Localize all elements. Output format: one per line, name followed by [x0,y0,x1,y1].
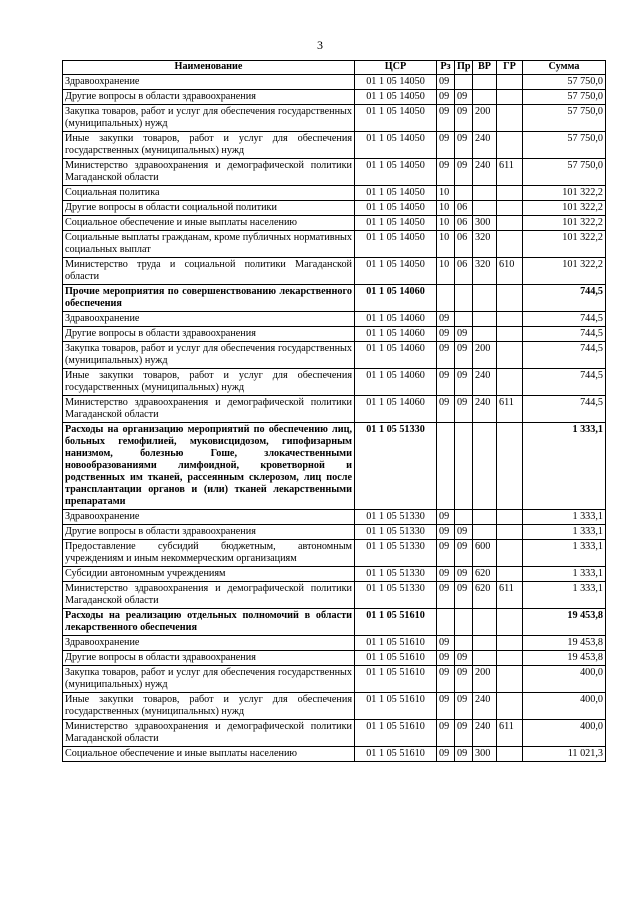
table-row [63,651,606,666]
cell-csr: 01 1 05 14050 [355,90,437,105]
cell-vr: 620 [473,582,497,609]
cell-sum: 101 322,2 [523,231,606,258]
table-row [63,525,606,540]
cell-name: Иные закупки товаров, работ и услуг для обеспечения государственных (муниципальных) нужд [63,369,355,396]
cell-rz: 10 [437,216,455,231]
table-row [63,423,606,510]
cell-name: Иные закупки товаров, работ и услуг для обеспечения государственных (муниципальных) нужд [63,132,355,159]
cell-gr: 611 [497,582,523,609]
cell-sum: 101 322,2 [523,186,606,201]
cell-vr [473,186,497,201]
table-row [63,90,606,105]
table-header-row [63,61,606,75]
cell-sum: 744,5 [523,312,606,327]
cell-sum: 400,0 [523,693,606,720]
cell-rz: 09 [437,510,455,525]
cell-csr: 01 1 05 51610 [355,666,437,693]
cell-vr: 240 [473,720,497,747]
cell-csr: 01 1 05 51610 [355,747,437,762]
table-body [63,75,606,762]
cell-sum: 19 453,8 [523,651,606,666]
cell-sum: 19 453,8 [523,609,606,636]
cell-gr: 611 [497,396,523,423]
cell-rz: 09 [437,132,455,159]
cell-vr [473,609,497,636]
table-row [63,258,606,285]
cell-pr: 09 [455,327,473,342]
cell-gr [497,651,523,666]
cell-pr: 09 [455,90,473,105]
cell-csr: 01 1 05 14060 [355,396,437,423]
cell-name: Социальное обеспечение и иные выплаты населению [63,216,355,231]
table-row [63,231,606,258]
cell-sum: 1 333,1 [523,510,606,525]
cell-pr: 09 [455,159,473,186]
page-number: 3 [317,38,323,52]
cell-rz: 09 [437,567,455,582]
cell-sum: 57 750,0 [523,159,606,186]
cell-pr: 09 [455,666,473,693]
cell-csr: 01 1 05 14060 [355,369,437,396]
cell-rz: 09 [437,666,455,693]
cell-rz: 09 [437,342,455,369]
cell-name: Другие вопросы в области здравоохранения [63,327,355,342]
cell-csr: 01 1 05 51330 [355,510,437,525]
table-row [63,636,606,651]
cell-rz: 09 [437,582,455,609]
cell-gr [497,609,523,636]
table-row [63,510,606,525]
cell-name: Субсидии автономным учреждениям [63,567,355,582]
cell-name: Другие вопросы в области здравоохранения [63,651,355,666]
cell-vr: 300 [473,216,497,231]
cell-vr [473,510,497,525]
cell-sum: 1 333,1 [523,423,606,510]
cell-vr: 240 [473,159,497,186]
cell-vr: 240 [473,369,497,396]
cell-pr: 06 [455,258,473,285]
cell-sum: 57 750,0 [523,75,606,90]
table-row [63,582,606,609]
cell-rz: 09 [437,693,455,720]
cell-csr: 01 1 05 51330 [355,540,437,567]
cell-pr: 09 [455,540,473,567]
cell-rz: 09 [437,312,455,327]
cell-csr: 01 1 05 14050 [355,201,437,216]
cell-name: Социальные выплаты гражданам, кроме публичных нормативных социальных выплат [63,231,355,258]
cell-vr: 600 [473,540,497,567]
cell-pr [455,609,473,636]
cell-sum: 1 333,1 [523,567,606,582]
cell-vr [473,525,497,540]
table-row [63,720,606,747]
cell-name: Закупка товаров, работ и услуг для обеспечения государственных (муниципальных) нужд [63,105,355,132]
cell-gr [497,231,523,258]
cell-gr: 611 [497,159,523,186]
cell-pr [455,75,473,90]
table-row [63,216,606,231]
cell-gr [497,201,523,216]
cell-csr: 01 1 05 51330 [355,423,437,510]
table-row [63,132,606,159]
cell-sum: 57 750,0 [523,105,606,132]
cell-vr: 200 [473,342,497,369]
cell-name: Иные закупки товаров, работ и услуг для обеспечения государственных (муниципальных) нужд [63,693,355,720]
header-pr: Пр [455,61,473,75]
cell-name: Министерство здравоохранения и демографической политики Магаданской области [63,159,355,186]
cell-sum: 400,0 [523,720,606,747]
cell-vr [473,636,497,651]
table-row [63,396,606,423]
cell-name: Расходы на организацию мероприятий по обеспечению лиц, больных гемофилией, муковисцидозом, гипофизарным нанизмом, болезнью Гоше, злокачественными новообразованиями лимфоидной, кроветворной и родственных им тканей, рассеянным склерозом, лиц после трансплантации органов и (или) тканей лекарственными препаратами [63,423,355,510]
cell-gr [497,369,523,396]
cell-csr: 01 1 05 51610 [355,651,437,666]
cell-csr: 01 1 05 14060 [355,327,437,342]
cell-csr: 01 1 05 14060 [355,342,437,369]
cell-sum: 101 322,2 [523,258,606,285]
cell-rz: 09 [437,90,455,105]
cell-rz: 10 [437,186,455,201]
cell-vr: 240 [473,132,497,159]
cell-gr [497,216,523,231]
table-row [63,186,606,201]
cell-vr: 200 [473,105,497,132]
header-name: Наименование [63,61,355,75]
cell-rz: 09 [437,327,455,342]
cell-pr: 09 [455,105,473,132]
cell-csr: 01 1 05 14050 [355,258,437,285]
cell-csr: 01 1 05 14050 [355,186,437,201]
cell-vr: 320 [473,231,497,258]
cell-name: Предоставление субсидий бюджетным, автономным учреждениям и иным некоммерческим организациям [63,540,355,567]
cell-gr [497,747,523,762]
cell-gr [497,327,523,342]
cell-name: Министерство здравоохранения и демографической политики Магаданской области [63,720,355,747]
cell-name: Закупка товаров, работ и услуг для обеспечения государственных (муниципальных) нужд [63,342,355,369]
cell-vr: 320 [473,258,497,285]
cell-csr: 01 1 05 14050 [355,216,437,231]
cell-vr: 620 [473,567,497,582]
cell-name: Здравоохранение [63,312,355,327]
cell-csr: 01 1 05 14050 [355,231,437,258]
cell-sum: 744,5 [523,285,606,312]
cell-vr [473,327,497,342]
cell-csr: 01 1 05 14050 [355,105,437,132]
cell-csr: 01 1 05 14050 [355,75,437,90]
header-vr: ВР [473,61,497,75]
cell-gr: 610 [497,258,523,285]
cell-name: Социальная политика [63,186,355,201]
cell-sum: 19 453,8 [523,636,606,651]
cell-pr: 09 [455,567,473,582]
cell-gr [497,90,523,105]
cell-name: Здравоохранение [63,75,355,90]
cell-name: Другие вопросы в области здравоохранения [63,90,355,105]
cell-gr: 611 [497,720,523,747]
cell-pr: 06 [455,231,473,258]
cell-vr [473,201,497,216]
cell-rz: 09 [437,75,455,90]
cell-name: Министерство здравоохранения и демографической политики Магаданской области [63,396,355,423]
cell-gr [497,75,523,90]
table-row [63,540,606,567]
cell-name: Другие вопросы в области здравоохранения [63,525,355,540]
cell-rz: 09 [437,369,455,396]
cell-sum: 1 333,1 [523,582,606,609]
cell-pr [455,285,473,312]
cell-gr [497,132,523,159]
cell-csr: 01 1 05 51610 [355,720,437,747]
cell-pr: 09 [455,396,473,423]
cell-sum: 101 322,2 [523,201,606,216]
cell-sum: 744,5 [523,327,606,342]
cell-vr [473,90,497,105]
cell-vr: 240 [473,396,497,423]
header-rz: Рз [437,61,455,75]
table-row [63,285,606,312]
cell-sum: 57 750,0 [523,132,606,159]
cell-rz [437,609,455,636]
cell-vr: 300 [473,747,497,762]
cell-pr: 09 [455,651,473,666]
cell-rz [437,423,455,510]
cell-sum: 11 021,3 [523,747,606,762]
cell-sum: 744,5 [523,342,606,369]
cell-rz: 09 [437,747,455,762]
cell-pr: 06 [455,201,473,216]
cell-name: Другие вопросы в области социальной политики [63,201,355,216]
table-row [63,369,606,396]
cell-name: Министерство здравоохранения и демографической политики Магаданской области [63,582,355,609]
cell-gr [497,540,523,567]
cell-pr: 09 [455,525,473,540]
cell-rz: 10 [437,258,455,285]
cell-sum: 400,0 [523,666,606,693]
header-sum: Сумма [523,61,606,75]
cell-vr [473,651,497,666]
cell-sum: 1 333,1 [523,525,606,540]
cell-rz: 09 [437,396,455,423]
budget-table [62,60,606,762]
cell-csr: 01 1 05 51330 [355,525,437,540]
cell-rz: 10 [437,231,455,258]
cell-sum: 101 322,2 [523,216,606,231]
cell-sum: 744,5 [523,369,606,396]
cell-rz: 09 [437,525,455,540]
cell-pr: 09 [455,720,473,747]
cell-csr: 01 1 05 14050 [355,159,437,186]
cell-csr: 01 1 05 51610 [355,609,437,636]
cell-pr [455,636,473,651]
table-row [63,327,606,342]
header-gr: ГР [497,61,523,75]
cell-csr: 01 1 05 14050 [355,132,437,159]
cell-pr: 06 [455,216,473,231]
cell-gr [497,525,523,540]
table-row [63,105,606,132]
cell-pr: 09 [455,582,473,609]
table-row [63,747,606,762]
table-row [63,693,606,720]
cell-gr [497,693,523,720]
cell-vr [473,312,497,327]
cell-sum: 744,5 [523,396,606,423]
cell-csr: 01 1 05 51330 [355,582,437,609]
cell-gr [497,105,523,132]
cell-rz: 09 [437,651,455,666]
cell-gr [497,567,523,582]
cell-rz: 09 [437,159,455,186]
cell-gr [497,636,523,651]
table-row [63,666,606,693]
cell-rz: 10 [437,201,455,216]
cell-gr [497,666,523,693]
cell-rz: 09 [437,540,455,567]
cell-csr: 01 1 05 51610 [355,693,437,720]
cell-pr [455,510,473,525]
cell-sum: 1 333,1 [523,540,606,567]
cell-csr: 01 1 05 14060 [355,285,437,312]
cell-pr: 09 [455,369,473,396]
table-row [63,312,606,327]
cell-vr [473,285,497,312]
cell-csr: 01 1 05 51330 [355,567,437,582]
table-row [63,75,606,90]
cell-gr [497,285,523,312]
header-csr: ЦСР [355,61,437,75]
cell-gr [497,312,523,327]
cell-name: Социальное обеспечение и иные выплаты населению [63,747,355,762]
cell-gr [497,186,523,201]
cell-pr: 09 [455,342,473,369]
cell-gr [497,510,523,525]
cell-pr: 09 [455,693,473,720]
cell-name: Закупка товаров, работ и услуг для обеспечения государственных (муниципальных) нужд [63,666,355,693]
cell-pr [455,423,473,510]
table-row [63,159,606,186]
cell-name: Расходы на реализацию отдельных полномочий в области лекарственного обеспечения [63,609,355,636]
cell-name: Здравоохранение [63,510,355,525]
cell-rz: 09 [437,720,455,747]
cell-sum: 57 750,0 [523,90,606,105]
cell-pr [455,186,473,201]
cell-vr [473,75,497,90]
cell-vr: 240 [473,693,497,720]
cell-gr [497,342,523,369]
cell-pr [455,312,473,327]
cell-gr [497,423,523,510]
cell-csr: 01 1 05 14060 [355,312,437,327]
table-row [63,567,606,582]
cell-csr: 01 1 05 51610 [355,636,437,651]
cell-vr: 200 [473,666,497,693]
cell-name: Прочие мероприятия по совершенствованию лекарственного обеспечения [63,285,355,312]
cell-rz: 09 [437,636,455,651]
table-row [63,609,606,636]
table-row [63,201,606,216]
cell-name: Здравоохранение [63,636,355,651]
cell-rz: 09 [437,105,455,132]
cell-name: Министерство труда и социальной политики Магаданской области [63,258,355,285]
cell-rz [437,285,455,312]
cell-pr: 09 [455,747,473,762]
cell-pr: 09 [455,132,473,159]
table-row [63,342,606,369]
cell-vr [473,423,497,510]
